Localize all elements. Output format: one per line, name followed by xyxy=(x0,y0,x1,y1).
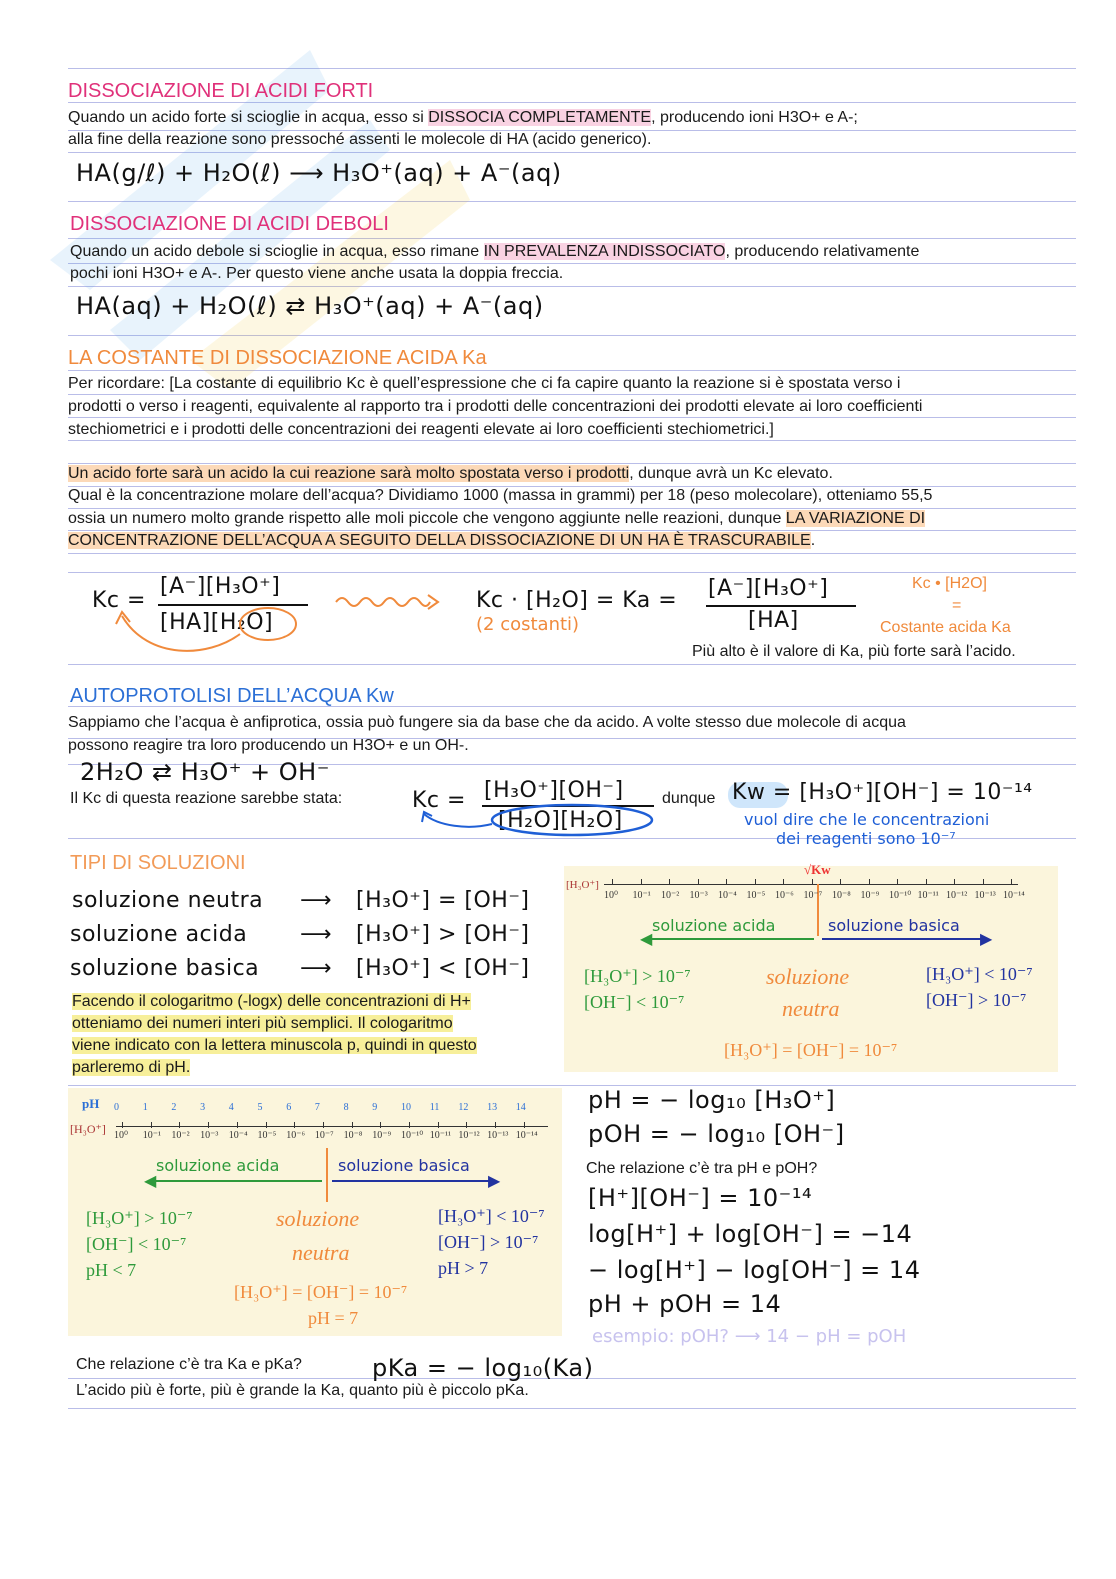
wavy-arrow-icon xyxy=(332,590,442,614)
scale-axis-label: [H₃O⁺] xyxy=(566,879,599,891)
paragraph-line: parleremo di pH. xyxy=(72,1059,191,1076)
paragraph-line: CONCENTRAZIONE DELL’ACQUA A SEGUITO DELLA DISSOCIAZIONE DI UN HA È TRASCURABILE. xyxy=(68,532,816,549)
ph-tick-label: 9 xyxy=(372,1102,378,1113)
scale-tick xyxy=(524,1122,525,1128)
soluzione-relation: [H₃O⁺] = [OH⁻] xyxy=(356,888,530,913)
kw-note-line1: vuol dire che le concentrazioni xyxy=(744,810,990,829)
scale-tick xyxy=(812,879,813,885)
paragraph-line: ossia un numero molto grande rispetto alle moli piccole che vengono aggiunte nelle reazioni, dunque LA VARIAZIONE DI xyxy=(68,510,926,527)
ka-expression: Kc · [H₂O] = Ka = xyxy=(476,588,678,613)
ruled-line xyxy=(68,1085,1076,1086)
neutral-condition: pH = 7 xyxy=(308,1308,359,1328)
scale-tick-label: 10⁻¹³ xyxy=(974,890,996,901)
base-condition: [H₃O⁺] < 10⁻⁷ xyxy=(438,1206,545,1226)
scale-tick xyxy=(1011,879,1012,885)
h3o-tick-label: 10⁻³ xyxy=(200,1130,219,1141)
ph-tick-label: 7 xyxy=(314,1102,320,1113)
arrow-right-icon: ⟶ xyxy=(300,888,333,913)
highlight: DISSOCIA COMPLETAMENTE xyxy=(428,109,652,126)
scale-tick-label: 10⁻¹² xyxy=(946,890,968,901)
scale-tick xyxy=(466,1122,467,1128)
kw-expression: Kw = [H₃O⁺][OH⁻] = 10⁻¹⁴ xyxy=(732,780,1033,805)
h3o-tick-label: 10⁻¹² xyxy=(458,1130,480,1141)
fraction-bar xyxy=(706,605,856,607)
kc-lhs: Kc = xyxy=(92,588,146,613)
neutral-marker xyxy=(326,1148,328,1202)
arrow-right-icon: ▶ xyxy=(488,1173,501,1190)
esempio-note: esempio: pOH? ⟶ 14 − pH = pOH xyxy=(592,1326,907,1347)
ka-numerator: [A⁻][H₃O⁺] xyxy=(708,576,829,601)
arrow-right-icon: ⟶ xyxy=(300,922,333,947)
ph-tick-label: 10 xyxy=(401,1102,411,1113)
derivation-step: − log[H⁺] − log[OH⁻] = 14 xyxy=(588,1256,921,1284)
soluzione-row: soluzione neutra xyxy=(72,888,264,913)
basica-label: soluzione basica xyxy=(828,916,960,935)
neutral-label: neutra xyxy=(782,996,840,1021)
ph-tick-label: 11 xyxy=(429,1102,440,1113)
neutral-condition: [H₃O⁺] = [OH⁻] = 10⁻⁷ xyxy=(234,1282,408,1302)
ph-tick-label: 0 xyxy=(114,1102,119,1113)
scale-tick-label: 10⁻¹ xyxy=(632,890,651,901)
h3o-tick-label: 10⁻⁶ xyxy=(286,1130,305,1141)
h3o-tick-label: 10⁻² xyxy=(171,1130,190,1141)
kw-note-line2: dei reagenti sono 10⁻⁷ xyxy=(776,829,956,848)
paragraph-line: viene indicato con la lettera minuscola p, quindi in questo xyxy=(72,1037,477,1054)
kc-water-denominator: [H₂O][H₂O] xyxy=(498,808,623,833)
ph-tick-label: 13 xyxy=(487,1102,498,1113)
paragraph-line: Il Kc di questa reazione sarebbe stata: xyxy=(70,790,343,807)
scale-tick xyxy=(237,1122,238,1128)
paragraph-line: alla fine della reazione sono pressoché assenti le molecole di HA (acido generico). xyxy=(68,131,652,148)
h3o-tick-label: 10⁻¹⁰ xyxy=(401,1130,424,1141)
scale-tick-label: 10⁻⁶ xyxy=(775,890,794,901)
scale-tick-label: 10⁻⁹ xyxy=(860,890,880,901)
dunque-text: dunque xyxy=(662,790,716,807)
section-title-acidi-deboli: DISSOCIAZIONE DI ACIDI DEBOLI xyxy=(70,213,389,235)
scale-tick-label: 10⁻³ xyxy=(689,890,708,901)
h3o-tick-label: 10⁻⁷ xyxy=(314,1130,334,1141)
ruled-line xyxy=(68,572,1076,573)
side-note-kc-h2o: Kc • [H2O] xyxy=(912,575,987,592)
ph-tick-label: 14 xyxy=(515,1102,526,1113)
ph-tick-label: 6 xyxy=(286,1102,292,1113)
scale-tick xyxy=(983,879,984,885)
poh-definition: pOH = − log₁₀ [OH⁻] xyxy=(588,1120,845,1148)
highlight: CONCENTRAZIONE DELL’ACQUA A SEGUITO DELLA DISSOCIAZIONE DI UN HA È TRASCURABILE xyxy=(68,532,811,549)
scale-tick-label: 10⁻⁵ xyxy=(746,890,766,901)
blue-annotation-circle xyxy=(418,802,654,842)
pka-formula: pKa = − log₁₀(Ka) xyxy=(372,1354,594,1382)
arrow-right-icon: ⟶ xyxy=(300,956,333,981)
arrow-right-icon: ▶ xyxy=(980,931,993,948)
paragraph-line: otteniamo dei numeri interi più semplici. Il cologaritmo xyxy=(72,1015,453,1032)
ph-tick-label: 12 xyxy=(458,1102,469,1113)
equation-acidi-forti: HA(g/ℓ) + H₂O(ℓ) ⟶ H₃O⁺(aq) + A⁻(aq) xyxy=(76,159,562,187)
scale-tick-label: 10⁰ xyxy=(604,890,619,901)
scale-tick xyxy=(897,879,898,885)
scale-tick-label: 10⁻⁸ xyxy=(832,890,851,901)
h3o-tick-label: 10⁻¹³ xyxy=(487,1130,509,1141)
orange-annotation-curve xyxy=(108,600,308,660)
paragraph-line: Sappiamo che l’acqua è anfiprotica, ossia può fungere sia da base che da acido. A volte stesso due molecole di acqua xyxy=(68,714,906,731)
derivation-step: pH + pOH = 14 xyxy=(588,1290,782,1318)
soluzione-row: soluzione acida xyxy=(70,922,248,947)
sqrt-kw-label: √Kw xyxy=(804,862,831,877)
ruled-line xyxy=(68,1408,1076,1409)
scale-tick-label: 10⁻¹⁴ xyxy=(1003,890,1025,901)
paragraph-line: stechiometrici e i prodotti delle concentrazioni dei reagenti elevate ai loro coefficienti stechiometrici.] xyxy=(68,421,774,438)
paragraph-line: Per ricordare: [La costante di equilibrio Kc è quell’espressione che ci fa capire quanto la reazione si è spostata verso i xyxy=(68,375,901,392)
section-title-costante-ka: LA COSTANTE DI DISSOCIAZIONE ACIDA Ka xyxy=(68,347,487,369)
base-condition: [OH⁻] > 10⁻⁷ xyxy=(438,1232,539,1252)
h3o-tick-label: 10⁻⁸ xyxy=(343,1130,363,1141)
ph-definition: pH = − log₁₀ [H₃O⁺] xyxy=(588,1086,836,1114)
ph-tick-label: 8 xyxy=(343,1102,349,1113)
neutral-label: soluzione xyxy=(766,964,850,989)
h3o-tick-label: 10⁻¹ xyxy=(142,1130,161,1141)
scale-tick xyxy=(352,1122,353,1128)
h3o-tick-label: 10⁰ xyxy=(114,1130,129,1141)
ruled-line xyxy=(68,553,1076,554)
scale-tick xyxy=(954,879,955,885)
highlight: Un acido forte sarà un acido la cui reazione sarà molto spostata verso i prodotti xyxy=(68,465,630,482)
section-title-acidi-forti: DISSOCIAZIONE DI ACIDI FORTI xyxy=(68,80,374,102)
pka-question: Che relazione c’è tra Ka e pKa? xyxy=(76,1356,302,1373)
soluzione-relation: [H₃O⁺] > [OH⁻] xyxy=(356,922,530,947)
scale-tick-label: 10⁻¹¹ xyxy=(917,890,939,901)
scale-tick-label: 10⁻¹⁰ xyxy=(889,890,912,901)
neutral-label: neutra xyxy=(292,1240,350,1265)
h3o-axis-label: [H₃O⁺] xyxy=(70,1122,106,1136)
kc-water-lhs: Kc = xyxy=(412,788,466,813)
h3o-tick-label: 10⁻⁹ xyxy=(372,1130,392,1141)
ph-tick-label: 4 xyxy=(228,1102,234,1113)
kc-water-numerator: [H₃O⁺][OH⁻] xyxy=(484,778,624,803)
scale-tick xyxy=(323,1122,324,1128)
section-title-tipi: TIPI DI SOLUZIONI xyxy=(70,852,246,874)
soluzione-relation: [H₃O⁺] < [OH⁻] xyxy=(356,956,530,981)
paragraph-line: possono reagire tra loro producendo un H3O+ e un OH-. xyxy=(68,737,469,754)
pka-conclusion: L’acido più è forte, più è grande la Ka, quanto più è piccolo pKa. xyxy=(76,1382,529,1399)
arrow-left-icon: ◀ xyxy=(144,1173,157,1190)
scale-tick xyxy=(208,1122,209,1128)
highlight: IN PREVALENZA INDISSOCIATO xyxy=(483,243,726,260)
derivation-step: [H⁺][OH⁻] = 10⁻¹⁴ xyxy=(588,1184,813,1212)
ka-denominator: [HA] xyxy=(748,608,799,633)
kc-numerator: [A⁻][H₃O⁺] xyxy=(160,574,281,599)
paragraph-line: Quando un acido forte si scioglie in acqua, esso si DISSOCIA COMPLETAMENTE, producendo ioni H3O+ e A-; xyxy=(68,109,858,126)
ph-tick-label: 5 xyxy=(257,1102,263,1113)
basica-label: soluzione basica xyxy=(338,1156,470,1175)
scale-tick-label: 10⁻⁷ xyxy=(803,890,823,901)
arrow-left-icon: ◀ xyxy=(640,931,653,948)
side-note-equals: = xyxy=(952,597,962,614)
paragraph-line: prodotti o verso i reagenti, equivalente al rapporto tra i prodotti delle concentrazioni dei prodotti elevate ai loro coefficienti xyxy=(68,398,923,415)
ph-poh-question: Che relazione c’è tra pH e pOH? xyxy=(586,1160,818,1177)
scale-tick xyxy=(926,879,927,885)
h3o-tick-label: 10⁻⁴ xyxy=(228,1130,248,1141)
scale-tick xyxy=(612,879,613,885)
due-costanti-note: (2 costanti) xyxy=(476,614,580,635)
scale-tick xyxy=(151,1122,152,1128)
paragraph-line: pochi ioni H3O+ e A-. Per questo viene anche usata la doppia freccia. xyxy=(70,265,564,282)
scale-tick xyxy=(869,879,870,885)
ph-axis-label: pH xyxy=(82,1096,100,1111)
scale-tick xyxy=(755,879,756,885)
paragraph-line: Un acido forte sarà un acido la cui reazione sarà molto spostata verso i prodotti, dunque avrà un Kc elevato. xyxy=(68,465,833,482)
scale-tick xyxy=(783,879,784,885)
neutral-label: soluzione xyxy=(276,1206,360,1231)
ph-axis-line xyxy=(116,1126,548,1127)
acida-arrow xyxy=(150,1180,322,1182)
scale-tick xyxy=(641,879,642,885)
paragraph-line: Facendo il cologaritmo (-logx) delle concentrazioni di H+ xyxy=(72,993,471,1010)
scale-tick-label: 10⁻⁴ xyxy=(718,890,737,901)
scale-tick xyxy=(409,1122,410,1128)
base-condition: [OH⁻] > 10⁻⁷ xyxy=(926,990,1027,1010)
ph-tick-label: 2 xyxy=(171,1102,177,1113)
acid-condition: [OH⁻] < 10⁻⁷ xyxy=(584,992,685,1012)
basica-arrow xyxy=(822,938,984,940)
scale-tick xyxy=(266,1122,267,1128)
ph-tick-label: 1 xyxy=(142,1102,148,1113)
scale-tick-label: 10⁻² xyxy=(661,890,680,901)
base-condition: [H₃O⁺] < 10⁻⁷ xyxy=(926,964,1033,984)
paragraph-line: Quando un acido debole si scioglie in acqua, esso rimane IN PREVALENZA INDISSOCIATO, producendo relativamente xyxy=(70,243,920,260)
paragraph-line: Più alto è il valore di Ka, più forte sarà l’acido. xyxy=(692,643,1016,660)
scale-tick xyxy=(669,879,670,885)
scale-tick xyxy=(380,1122,381,1128)
kc-denominator: [HA][H₂O] xyxy=(160,610,274,635)
h3o-tick-label: 10⁻⁵ xyxy=(257,1130,277,1141)
acida-label: soluzione acida xyxy=(156,1156,280,1175)
equation-acidi-deboli: HA(aq) + H₂O(ℓ) ⇄ H₃O⁺(aq) + A⁻(aq) xyxy=(76,292,544,320)
acida-label: soluzione acida xyxy=(652,916,776,935)
acida-arrow xyxy=(646,938,814,940)
acid-condition: [H₃O⁺] > 10⁻⁷ xyxy=(86,1208,193,1228)
scale-tick xyxy=(294,1122,295,1128)
scale-tick xyxy=(726,879,727,885)
ph-tick-label: 3 xyxy=(200,1102,206,1113)
derivation-step: log[H⁺] + log[OH⁻] = −14 xyxy=(588,1220,913,1248)
ruled-line xyxy=(68,664,1076,665)
scale-tick xyxy=(840,879,841,885)
neutral-condition: [H₃O⁺] = [OH⁻] = 10⁻⁷ xyxy=(724,1040,898,1060)
acid-condition: [OH⁻] < 10⁻⁷ xyxy=(86,1234,187,1254)
scale-tick xyxy=(122,1122,123,1128)
acid-condition: [H₃O⁺] > 10⁻⁷ xyxy=(584,966,691,986)
basica-arrow xyxy=(332,1180,492,1182)
acid-condition: pH < 7 xyxy=(86,1260,137,1280)
h3o-tick-label: 10⁻¹⁴ xyxy=(515,1130,538,1141)
section-title-autoprotolisi: AUTOPROTOLISI DELL’ACQUA Kw xyxy=(70,685,394,707)
base-condition: pH > 7 xyxy=(438,1258,489,1278)
scale-tick xyxy=(698,879,699,885)
scale-tick xyxy=(179,1122,180,1128)
soluzione-row: soluzione basica xyxy=(70,956,260,981)
paragraph-line: Qual è la concentrazione molare dell’acqua? Dividiamo 1000 (massa in grammi) per 18 (peso molecolare), otteniamo 55,5 xyxy=(68,487,933,504)
highlight: LA VARIAZIONE DI xyxy=(785,510,926,527)
scale-tick xyxy=(495,1122,496,1128)
equation-autoprotolisi: 2H₂O ⇄ H₃O⁺ + OH⁻ xyxy=(80,758,330,786)
side-note-costante-acida: Costante acida Ka xyxy=(880,619,1011,636)
scale-tick xyxy=(438,1122,439,1128)
h3o-tick-label: 10⁻¹¹ xyxy=(429,1130,451,1141)
